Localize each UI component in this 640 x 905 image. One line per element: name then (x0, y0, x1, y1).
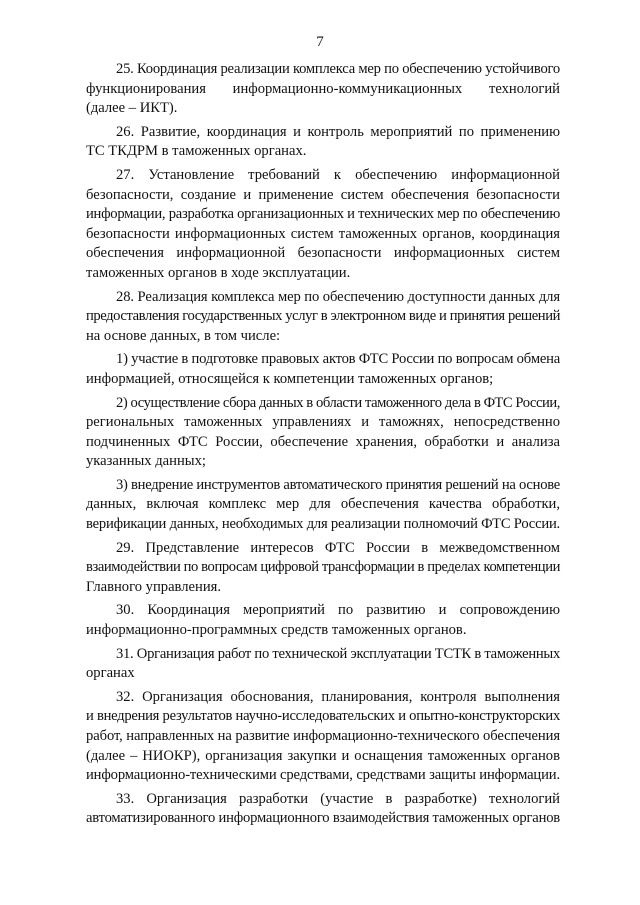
paragraph (86, 123, 560, 162)
text-line: безопасности информационных систем таможенных органов, координация (86, 225, 560, 242)
text-line: обеспечения информационной безопасности информационных систем (86, 245, 560, 262)
paragraph (86, 790, 560, 829)
paragraph (86, 394, 560, 472)
text-line: указанных данных; (86, 453, 206, 470)
text-line: 30. Координация мероприятий по развитию и сопровождению (116, 602, 560, 619)
text-line: автоматизированного информационного взаимодействия таможенных органов (86, 810, 560, 827)
text-line: региональных таможенных управлениях и таможнях, непосредственно (86, 414, 560, 431)
text-line: информацией, относящейся к компетенции таможенных органов; (86, 370, 494, 387)
text-line: 3) внедрение инструментов автоматического принятия решений на основе (116, 476, 560, 493)
text-line: (далее – НИОКР), организация закупки и оснащения таможенных органов (86, 747, 560, 764)
paragraph (86, 539, 560, 598)
text-line: 27. Установление требований к обеспечению информационной (116, 166, 560, 183)
text-line: верификации данных, необходимых для реализации полномочий ФТС России. (86, 516, 560, 533)
text-line: данных, включая комплекс мер для обеспечения качества обработки, (86, 496, 560, 513)
paragraph (86, 60, 560, 119)
text-line: подчиненных ФТС России, обеспечение хранения, обработки и анализа (86, 433, 560, 450)
text-line: 1) участие в подготовке правовых актов ФТС России по вопросам обмена (116, 351, 560, 368)
paragraph (86, 166, 560, 284)
page-number: 7 (316, 34, 324, 50)
text-line: информационно-программных средств таможенных органов. (86, 622, 467, 639)
text-line: 33. Организация разработки (участие в разработке) технологий (116, 790, 560, 807)
text-line: предоставления государственных услуг в электронном виде и принятия решений (86, 308, 560, 325)
text-line: (далее – ИКТ). (86, 100, 178, 117)
text-line: 28. Реализация комплекса мер по обеспечению доступности данных для (116, 288, 560, 305)
text-line: взаимодействии по вопросам цифровой трансформации в пределах компетенции (86, 559, 560, 576)
text-line: 26. Развитие, координация и контроль мероприятий по применению (116, 123, 560, 140)
text-line: Главного управления. (86, 578, 221, 595)
text-line: 25. Координация реализации комплекса мер по обеспечению устойчивого (116, 61, 560, 77)
text-line: 29. Представление интересов ФТС России в межведомственном (116, 539, 560, 556)
text-line: 31. Организация работ по технической эксплуатации ТСТК в таможенных (116, 645, 560, 662)
text-line: работ, направленных на развитие информационно-технического обеспечения (86, 728, 560, 744)
text-line: информации, разработка организационных и технических мер по обеспечению (86, 206, 560, 223)
paragraph (86, 688, 560, 786)
paragraph (86, 601, 560, 640)
text-line: функционирования информационно-коммуникационных технологий (86, 80, 560, 97)
text-line: органах (86, 665, 135, 682)
paragraph (86, 476, 560, 535)
text-line: ТС ТКДРМ в таможенных органах. (86, 143, 307, 160)
text-line: 32. Организация обоснования, планирования, контроля выполнения (116, 688, 560, 705)
text-line: безопасности, создание и применение систем обеспечения безопасности (86, 186, 560, 203)
text-line: 2) осуществление сбора данных в области таможенного дела в ФТС России, (116, 394, 560, 411)
text-line: на основе данных, в том числе: (86, 327, 281, 344)
document-body (86, 60, 560, 833)
paragraph (86, 288, 560, 347)
text-line: и внедрения результатов научно-исследовательских и опытно-конструкторских (86, 708, 560, 725)
text-line: таможенных органов в ходе эксплуатации. (86, 264, 351, 281)
paragraph (86, 350, 560, 389)
paragraph (86, 645, 560, 684)
text-line: информационно-техническими средствами, средствами защиты информации. (86, 767, 560, 784)
